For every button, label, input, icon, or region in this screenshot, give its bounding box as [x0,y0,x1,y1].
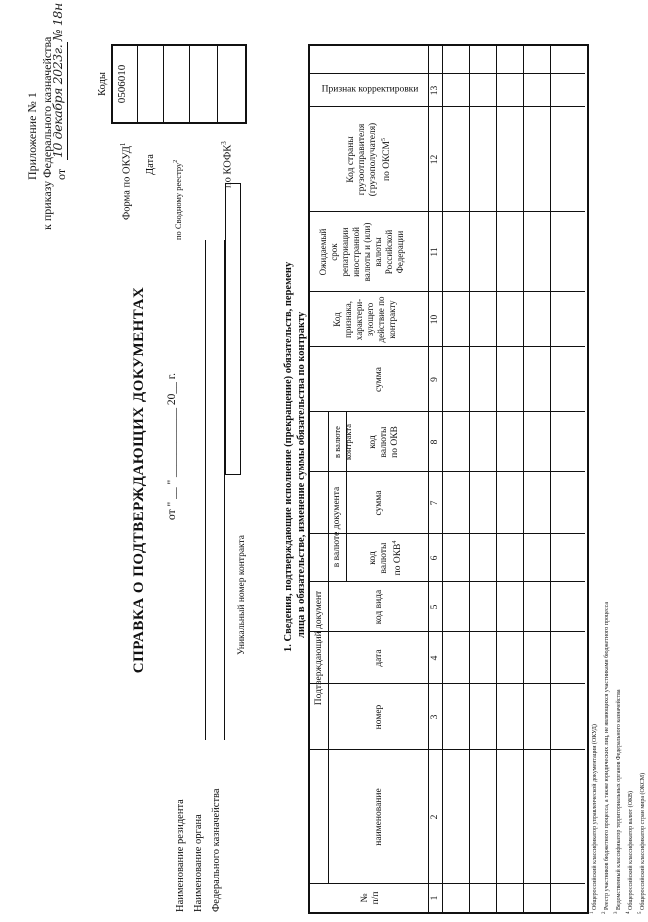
col-num-3: 3 [430,714,440,720]
codes-row-line [217,46,218,122]
col-doc-sum: сумма [374,490,384,516]
codes-box [111,44,247,124]
col-date: дата [374,649,384,667]
footnote-5: $^5$ Общероссийский классификатор стран мира (ОКСМ) [638,772,646,914]
col-type-code: код вида [374,589,384,625]
treasury-name-label: Федерального казначейства [211,788,222,912]
footnote-3: $^3$ Ведомственный классификатор территориальных органов Федерального казначейства [614,689,622,914]
group-document-currency: в валюте документа [332,486,342,568]
footnote-4: $^4$ Общероссийский классификатор валют (ОКВ) [626,791,634,914]
col-doc-currency-code: код валюты по ОКВ$^4$ [368,540,404,576]
document-date-line: от " __ " ____________ 20__ г. [166,372,178,520]
authority-name-label: Наименование органа [193,814,204,912]
appendix-number: Приложение № 1 [25,92,39,180]
col-num-1: 1 [430,895,440,901]
group-contract-currency: в валюте контракта [332,424,353,460]
section-1-heading [282,262,308,652]
document-title: СПРАВКА О ПОДТВЕРЖДАЮЩИХ ДОКУМЕНТАХ [131,286,147,674]
col-feature-code: Код признака, характери- зующего действие по контракту [332,296,397,343]
col-num-10: 10 [430,314,440,325]
codes-row-line [163,46,164,122]
section-1-line-2: лица в обязательстве, изменение суммы обязательства по контракту [296,311,307,638]
registry-label: по Сводному реестру$^2$ [173,159,183,240]
col-np: № п/п [360,891,381,905]
col-num-7: 7 [430,500,440,506]
col-number: номер [374,704,384,730]
col-num-13: 13 [430,85,440,96]
appendix-order: к приказу Федерального казначейства [40,36,54,230]
footnote-2: $^2$ Реестр участников бюджетного процесса, а также юридических лиц, не являющихся участниками бюджетного процесса [602,601,610,914]
footnotes [588,602,648,914]
col-num-4: 4 [430,655,440,661]
group-confirming-document: Подтверждающий документ [314,590,324,706]
authority-underline [205,240,206,740]
unique-contract-number-field[interactable] [225,183,241,475]
col-repatriation-term: Ожидаемый срок репатриации иностранной валюты и (или) валюты Российской Федерации [318,222,405,282]
col-correction: Признак корректировки [321,85,419,95]
date-label: Дата [145,154,156,175]
col-num-8: 8 [430,439,440,445]
footnote-1: $^1$ Общероссийский классификатор управленческой документации (ОКУД) [590,724,598,914]
codes-row-line [189,46,190,122]
rotated-form [25,3,646,920]
kofk-label: по КОФК$^3$ [220,141,234,188]
col-num-5: 5 [430,604,440,610]
col-num-11: 11 [430,247,440,257]
okud-label: Форма по ОКУД$^1$ [119,142,133,220]
col-num-2: 2 [430,814,440,820]
codes-heading: Коды [97,72,108,96]
col-num-12: 12 [430,154,440,165]
col-name: наименование [374,788,384,846]
col-contract-currency-code: код валюты по ОКВ [368,426,400,458]
handwritten-date: 10 декабря 2023г. № 18н [50,3,65,158]
documents-table [308,44,589,914]
section-1-line-1: 1. Сведения, подтверждающие исполнение (прекращение) обязательств, перемену [283,261,294,652]
codes-row-line [137,46,138,122]
col-contract-sum: сумма [374,367,384,392]
col-num-9: 9 [430,377,440,382]
appendix-from: от [54,168,68,180]
handwritten-underline [67,42,68,160]
unique-contract-label: Уникальный номер контракта [237,534,247,655]
resident-name-label: Наименование резидента [175,799,186,912]
okud-code: 0506010 [116,64,128,104]
col-country-code: Код страны грузоотправителя (грузополучателя) по ОКСМ$^5$ [346,122,393,197]
col-num-6: 6 [430,555,440,561]
